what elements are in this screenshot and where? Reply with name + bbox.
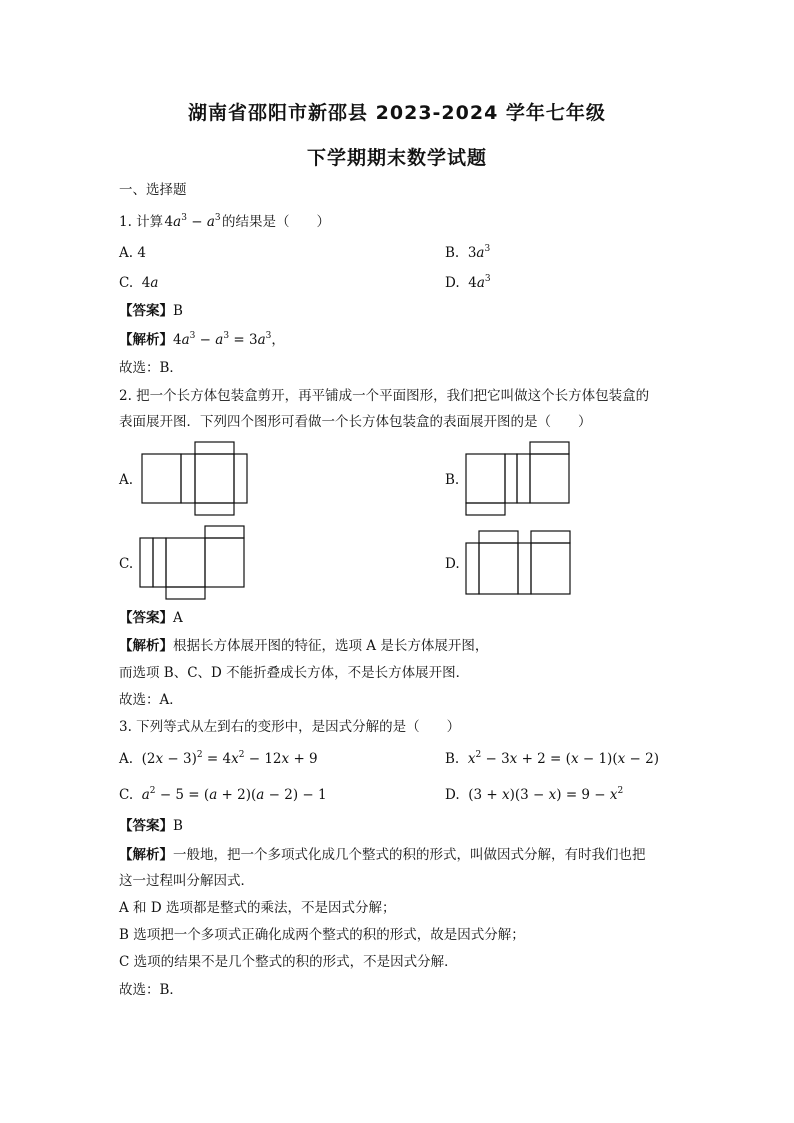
title-line-2: 下学期期末数学试题 (306, 147, 487, 169)
q2-net-d (464, 528, 574, 598)
q3-analysis-4: B 选项把一个多项式正确化成两个整式的积的形式，故是因式分解； (119, 927, 525, 943)
q3-analysis-3: A 和 D 选项都是整式的乘法，不是因式分解； (119, 900, 396, 916)
q1-answer: 【答案】B (119, 303, 183, 319)
q3-answer: 【答案】B (119, 818, 183, 834)
q2-option-a-label: A. (119, 472, 134, 488)
title-line-1: 湖南省邵阳市新邵县 2023-2024 学年七年级 (188, 102, 606, 124)
q3-option-a: A. $(2x - 3)^2 = 4x^2 - 12x + 9$ (119, 750, 318, 767)
q3-option-b: B. $x^2 - 3x + 2 = (x - 1)(x - 2)$ (445, 750, 659, 767)
q1-option-c: C. 4a (119, 275, 159, 291)
q1-expression: $4a^3 - a^3$ (164, 213, 221, 230)
q2-option-d-label: D. (445, 556, 460, 572)
q2-analysis-1: 【解析】根据长方体展开图的特征，选项 A 是长方体展开图， (119, 638, 489, 654)
q2-option-c-label: C. (119, 556, 134, 572)
q1-option-b: B. $3a^3$ (445, 244, 491, 261)
q2-text-line-1: 2. 把一个长方体包装盒剪开，再平铺成一个平面图形，我们把它叫做这个长方体包装盒的 (119, 388, 650, 404)
q2-answer: 【答案】A (119, 610, 183, 626)
q2-conclusion: 故选：A． (119, 692, 183, 708)
q1-option-a: A. 4 (119, 245, 146, 261)
q2-text-line-2: 表面展开图．下列四个图形可看做一个长方体包装盒的表面展开图的是（ ） (119, 414, 592, 430)
q3-analysis-2: 这一过程叫分解因式． (119, 873, 254, 889)
q2-analysis-2: 而选项 B、C、D 不能折叠成长方体，不是长方体展开图． (119, 665, 470, 681)
q1-prefix: 1. 计算 (119, 214, 164, 230)
q3-option-c: C. $a^2 - 5 = (a + 2)(a - 2) - 1$ (119, 786, 327, 803)
section-heading: 一、选择题 (119, 182, 187, 198)
question-1 (119, 212, 330, 232)
q1-suffix: 的结果是（ ） (221, 214, 330, 230)
q2-option-b-label: B. (445, 472, 460, 488)
q1-analysis: 【解析】$4a^3 - a^3 = 3a^3$， (119, 331, 285, 348)
q2-net-c (138, 524, 248, 604)
q1-option-d: D. $4a^3$ (445, 274, 491, 291)
q3-text-line-1: 3. 下列等式从左到右的变形中，是因式分解的是（ ） (119, 719, 461, 735)
q1-conclusion: 故选：B． (119, 360, 183, 376)
q2-net-b (464, 440, 574, 520)
q3-option-d: D. $(3 + x)(3 - x) = 9 - x^2$ (445, 786, 624, 803)
q3-analysis-5: C 选项的结果不是几个整式的积的形式，不是因式分解． (119, 954, 458, 970)
q2-net-a (140, 440, 250, 520)
q3-analysis-1: 【解析】一般地，把一个多项式化成几个整式的积的形式，叫做因式分解，有时我们也把 (119, 847, 646, 863)
q3-conclusion: 故选：B． (119, 982, 183, 998)
